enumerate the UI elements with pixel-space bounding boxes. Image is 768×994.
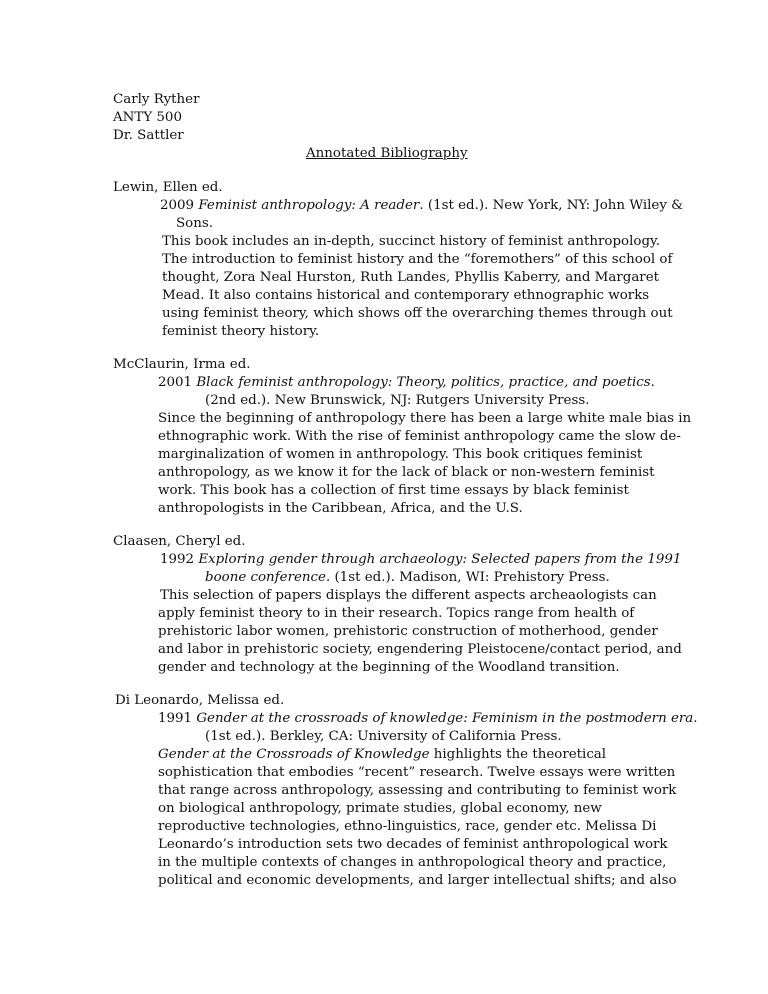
annotation-text: highlights the theoretical xyxy=(429,747,607,762)
entry-author: Claasen, Cheryl ed. xyxy=(113,534,246,549)
annotation-line: and labor in prehistoric society, engendering Pleistocene/contact period, and xyxy=(158,642,682,657)
entry-publisher: . (1st ed.). New York, NY: John Wiley & xyxy=(419,198,684,213)
annotation-line: anthropology, as we know it for the lack of black or non-western feminist xyxy=(158,465,655,480)
entry-year: 1991 xyxy=(158,711,193,726)
entry-year: 2001 xyxy=(158,375,193,390)
entry-publisher: (1st ed.). Madison, WI: Prehistory Press. xyxy=(330,570,610,585)
annotation-line: apply feminist theory to in their research. Topics range from health of xyxy=(158,606,635,621)
entry-book-title: Exploring gender through archaeology: Selected papers from the 1991 xyxy=(198,552,682,567)
entry-citation-cont: (2nd ed.). New Brunswick, NJ: Rutgers University Press. xyxy=(205,393,590,408)
author-name: Carly Ryther xyxy=(113,92,200,107)
entry-citation xyxy=(160,551,681,569)
annotation-line: This selection of papers displays the different aspects archeaologists can xyxy=(160,588,657,603)
entry-author: Di Leonardo, Melissa ed. xyxy=(115,693,285,708)
entry-publisher: . xyxy=(650,375,655,390)
entry-book-title: Feminist anthropology: A reader xyxy=(198,198,420,213)
entry-citation-cont: (1st ed.). Berkley, CA: University of California Press. xyxy=(205,729,562,744)
annotation-line: in the multiple contexts of changes in anthropological theory and practice, xyxy=(158,855,667,870)
annotation-line: feminist theory history. xyxy=(162,324,320,339)
entry-publisher: . xyxy=(693,711,698,726)
entry-year: 1992 xyxy=(160,552,195,567)
entry-author: Lewin, Ellen ed. xyxy=(113,180,223,195)
entry-citation-cont xyxy=(205,569,610,587)
annotation-line: reproductive technologies, ethno-linguistics, race, gender etc. Melissa Di xyxy=(158,819,657,834)
course-code: ANTY 500 xyxy=(113,110,182,125)
annotation-line: gender and technology at the beginning of the Woodland transition. xyxy=(158,660,620,675)
annotation-book-title: Gender at the Crossroads of Knowledge xyxy=(158,747,430,762)
entry-book-title: Gender at the crossroads of knowledge: Feminism in the postmodern era xyxy=(196,711,694,726)
entry-book-title: Black feminist anthropology: Theory, politics, practice, and poetics xyxy=(196,375,651,390)
annotation-line: This book includes an in-depth, succinct history of feminist anthropology. xyxy=(162,234,661,249)
entry-author: McClaurin, Irma ed. xyxy=(113,357,251,372)
annotation-line: The introduction to feminist history and the “foremothers” of this school of xyxy=(162,252,673,267)
annotation-line: Since the beginning of anthropology there has been a large white male bias in xyxy=(158,411,692,426)
annotation-line: on biological anthropology, primate studies, global economy, new xyxy=(158,801,602,816)
entry-book-title-cont: boone conference. xyxy=(205,570,331,585)
annotation-line: thought, Zora Neal Hurston, Ruth Landes, Phyllis Kaberry, and Margaret xyxy=(162,270,660,285)
annotation-line: marginalization of women in anthropology. This book critiques feminist xyxy=(158,447,643,462)
annotation-line: ethnographic work. With the rise of feminist anthropology came the slow de- xyxy=(158,429,681,444)
entry-citation xyxy=(160,197,683,215)
annotation-line: Leonardo’s introduction sets two decades of feminist anthropological work xyxy=(158,837,668,852)
entry-citation xyxy=(158,710,698,728)
annotation-line: prehistoric labor women, prehistoric construction of motherhood, gender xyxy=(158,624,658,639)
entry-citation-cont: Sons. xyxy=(176,216,213,231)
annotation-line: Mead. It also contains historical and contemporary ethnographic works xyxy=(162,288,650,303)
document-title: Annotated Bibliography xyxy=(306,146,468,161)
annotation-line: anthropologists in the Caribbean, Africa, and the U.S. xyxy=(158,501,523,516)
instructor-name: Dr. Sattler xyxy=(113,128,184,143)
annotation-line: that range across anthropology, assessing and contributing to feminist work xyxy=(158,783,677,798)
annotation-line: sophistication that embodies “recent” research. Twelve essays were written xyxy=(158,765,676,780)
entry-citation xyxy=(158,374,655,392)
entry-year: 2009 xyxy=(160,198,195,213)
annotation-line xyxy=(158,746,606,764)
annotation-line: using feminist theory, which shows off the overarching themes through out xyxy=(162,306,673,321)
annotation-line: work. This book has a collection of first time essays by black feminist xyxy=(158,483,629,498)
annotation-line: political and economic developments, and larger intellectual shifts; and also xyxy=(158,873,677,888)
